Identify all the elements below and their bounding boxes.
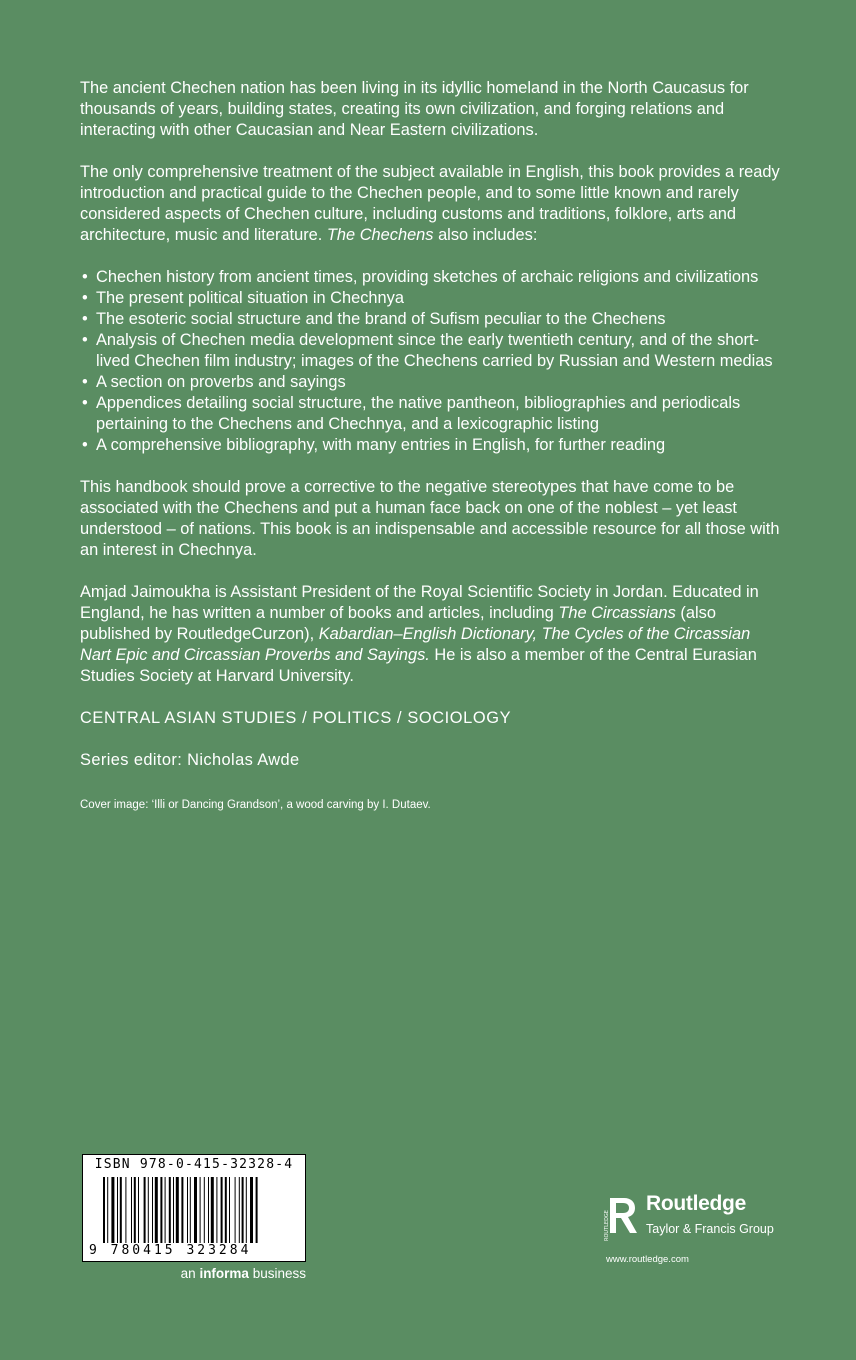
barcode-bar	[131, 1177, 132, 1243]
contents-list	[80, 267, 780, 456]
cover-credit: Cover image: ‘Illi or Dancing Grandson’, a wood carving by I. Dutaev.	[80, 799, 431, 811]
barcode-bar	[111, 1177, 114, 1243]
barcode-digits: 9 780415 323284	[89, 1243, 252, 1258]
summary-paragraph: This handbook should prove a corrective to the negative stereotypes that have come to be associated with the Chechens and put a human face back on one of the noblest – yet least understood – of nations. This book is an indispensable and accessible resource for all those with an interest in Chechnya.	[80, 478, 780, 559]
book-title: The Chechens	[326, 226, 434, 244]
barcode-bar	[221, 1177, 223, 1243]
barcode-bar	[190, 1177, 191, 1243]
series-editor: Series editor: Nicholas Awde	[80, 751, 300, 769]
author-bio-text: He is also a member of the Central Eurasian Studies Society at Harvard University.	[80, 646, 757, 685]
list-item: • Analysis of Chechen media development since the early twentieth century, and of the short-lived Chechen film industry; images of the Chechens carried by Russian and Western medias	[80, 330, 780, 372]
publisher-group: Taylor & Francis Group	[646, 1222, 774, 1236]
barcode-bar	[176, 1177, 179, 1243]
svg-text:ROUTLEDGE: ROUTLEDGE	[604, 1210, 610, 1241]
description-tail: also includes:	[438, 226, 538, 244]
barcode-bar	[256, 1177, 258, 1243]
informa-brand: informa	[199, 1266, 249, 1281]
author-bio	[80, 582, 780, 687]
barcode-bar	[208, 1177, 209, 1243]
list-item: • Appendices detailing social structure, the native pantheon, bibliographies and periodicals pertaining to the Chechens and Chechnya, and a lexicographic listing	[80, 393, 780, 435]
barcode-bar	[155, 1177, 158, 1243]
list-item: • The present political situation in Chechnya	[80, 288, 780, 309]
subject-categories: CENTRAL ASIAN STUDIES / POLITICS / SOCIOLOGY	[80, 709, 512, 727]
barcode-bar	[148, 1177, 149, 1243]
list-item: • A comprehensive bibliography, with many entries in English, for further reading	[80, 435, 780, 456]
barcode-bar	[194, 1177, 197, 1243]
barcode-bar	[144, 1177, 146, 1243]
isbn-barcode	[82, 1154, 306, 1262]
barcode-bar	[211, 1177, 214, 1243]
barcode-bar	[200, 1177, 201, 1243]
description-paragraph	[80, 162, 780, 246]
author-book-title: The Circassians	[558, 604, 676, 622]
barcode-bar	[103, 1177, 105, 1243]
barcode-bar	[169, 1177, 171, 1243]
list-item: • The esoteric social structure and the brand of Sufism peculiar to the Chechens	[80, 309, 780, 330]
author-book-titles: Kabardian–English Dictionary, The Cycles of the Circassian Nart Epic and Circassian Proverbs and Sayings.	[80, 625, 751, 664]
list-item: • Chechen history from ancient times, providing sketches of archaic religions and civilizations	[80, 267, 780, 288]
barcode-bar	[138, 1177, 139, 1243]
barcode-bar	[107, 1177, 108, 1243]
isbn-label: ISBN 978-0-415-32328-4	[94, 1157, 294, 1172]
barcode-bar	[160, 1177, 162, 1243]
list-item: • A section on proverbs and sayings	[80, 372, 780, 393]
barcode-bar	[173, 1177, 174, 1243]
routledge-r-icon	[606, 1192, 646, 1242]
barcode-bar	[125, 1177, 126, 1243]
barcode-bar	[165, 1177, 166, 1243]
publisher-name: Routledge	[646, 1192, 746, 1215]
barcode-bar	[120, 1177, 122, 1243]
routledge-logo	[606, 1192, 806, 1252]
barcode-bar	[246, 1177, 247, 1243]
author-bio-text: is Assistant President of the Royal Scientific Society in Jordan. Educated in England, he has written a number of books and articles, including	[80, 583, 759, 622]
back-cover-text	[80, 78, 780, 813]
informa-suffix: business	[248, 1266, 306, 1281]
barcode-bars	[103, 1177, 301, 1243]
barcode-bar	[152, 1177, 153, 1243]
description-text: The only comprehensive treatment of the subject available in English, this book provides a ready introduction and practical guide to the Chechen people, and to some little known and rarely considered aspects of Chechen culture, including customs and traditions, folklore, arts and architecture, music and literature.	[80, 163, 780, 244]
barcode-bar	[225, 1177, 227, 1243]
barcode-bar	[239, 1177, 240, 1243]
intro-paragraph: The ancient Chechen nation has been living in its idyllic homeland in the North Caucasus for thousands of years, building states, creating its own civilization, and forging relations and interacting with other Caucasian and Near Eastern civilizations.	[80, 79, 749, 139]
barcode-bar	[235, 1177, 236, 1243]
barcode-bar	[187, 1177, 188, 1243]
barcode-bar	[117, 1177, 118, 1243]
barcode-bar	[216, 1177, 217, 1243]
barcode-bar	[250, 1177, 253, 1243]
barcode-bar	[134, 1177, 136, 1243]
barcode-bar	[229, 1177, 230, 1243]
informa-tagline	[82, 1266, 306, 1281]
informa-prefix: an	[180, 1266, 200, 1281]
author-name: Amjad Jaimoukha	[80, 583, 211, 601]
barcode-bar	[181, 1177, 183, 1243]
barcode-bar	[242, 1177, 244, 1243]
author-bio-text: (also published by RoutledgeCurzon),	[80, 604, 716, 643]
barcode-bar	[204, 1177, 205, 1243]
publisher-url: www.routledge.com	[606, 1254, 689, 1265]
